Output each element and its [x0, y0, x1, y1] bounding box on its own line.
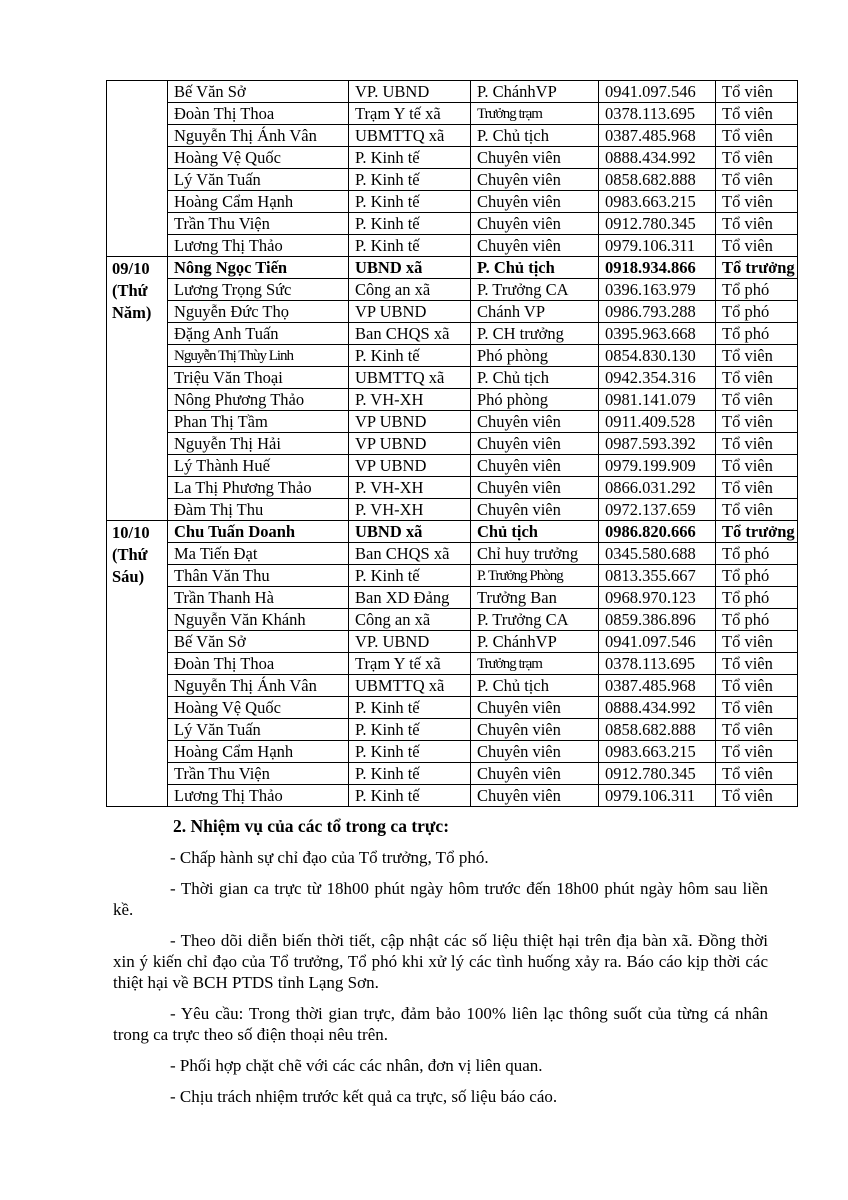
member-role: Tổ viên [716, 81, 798, 103]
member-name: Nguyễn Thị Thùy Linh [168, 345, 349, 367]
roster-row [107, 323, 798, 345]
member-phone: 0345.580.688 [599, 543, 716, 565]
member-unit: P. Kinh tế [349, 719, 471, 741]
member-unit: P. Kinh tế [349, 763, 471, 785]
member-unit: VP. UBND [349, 81, 471, 103]
member-name: Nguyễn Thị Ánh Vân [168, 125, 349, 147]
member-phone: 0918.934.866 [599, 257, 716, 279]
roster-row [107, 653, 798, 675]
member-name: Hoàng Cẩm Hạnh [168, 191, 349, 213]
roster-row [107, 785, 798, 807]
member-position: Phó phòng [471, 345, 599, 367]
member-phone: 0986.820.666 [599, 521, 716, 543]
member-unit: Ban CHQS xã [349, 543, 471, 565]
member-role: Tổ viên [716, 367, 798, 389]
member-unit: UBND xã [349, 257, 471, 279]
member-name: Trần Thu Viện [168, 763, 349, 785]
member-position: P. Chủ tịch [471, 367, 599, 389]
roster-row [107, 125, 798, 147]
member-name: La Thị Phương Thảo [168, 477, 349, 499]
member-phone: 0378.113.695 [599, 653, 716, 675]
member-position: Trưởng trạm [471, 653, 599, 675]
member-unit: Trạm Y tế xã [349, 103, 471, 125]
member-name: Đoàn Thị Thoa [168, 103, 349, 125]
member-name: Trần Thanh Hà [168, 587, 349, 609]
roster-row [107, 301, 798, 323]
member-phone: 0972.137.659 [599, 499, 716, 521]
member-phone: 0888.434.992 [599, 147, 716, 169]
member-phone: 0888.434.992 [599, 697, 716, 719]
member-position: Chuyên viên [471, 433, 599, 455]
member-position: Chuyên viên [471, 169, 599, 191]
roster-row [107, 543, 798, 565]
roster-row [107, 675, 798, 697]
member-position: Chủ tịch [471, 521, 599, 543]
member-role: Tổ phó [716, 609, 798, 631]
member-name: Nguyễn Thị Hải [168, 433, 349, 455]
roster-row [107, 367, 798, 389]
member-role: Tổ viên [716, 125, 798, 147]
member-name: Phan Thị Tầm [168, 411, 349, 433]
roster-row [107, 477, 798, 499]
member-name: Lương Trọng Sức [168, 279, 349, 301]
member-position: P. CH trưởng [471, 323, 599, 345]
member-role: Tổ viên [716, 345, 798, 367]
member-name: Hoàng Vệ Quốc [168, 147, 349, 169]
member-position: P. Chủ tịch [471, 257, 599, 279]
member-position: Chuyên viên [471, 719, 599, 741]
member-name: Nguyễn Thị Ánh Vân [168, 675, 349, 697]
member-position: Chuyên viên [471, 213, 599, 235]
member-unit: P. Kinh tế [349, 741, 471, 763]
member-position: P. ChánhVP [471, 81, 599, 103]
member-unit: VP UBND [349, 455, 471, 477]
member-role: Tổ viên [716, 697, 798, 719]
member-position: Phó phòng [471, 389, 599, 411]
member-name: Bế Văn Sở [168, 81, 349, 103]
roster-row [107, 169, 798, 191]
member-phone: 0378.113.695 [599, 103, 716, 125]
member-position: Chuyên viên [471, 741, 599, 763]
member-phone: 0981.141.079 [599, 389, 716, 411]
member-position: P. Trưởng CA [471, 609, 599, 631]
member-phone: 0987.593.392 [599, 433, 716, 455]
member-unit: VP. UBND [349, 631, 471, 653]
member-name: Ma Tiến Đạt [168, 543, 349, 565]
member-role: Tổ viên [716, 653, 798, 675]
member-role: Tổ viên [716, 763, 798, 785]
member-role: Tổ phó [716, 565, 798, 587]
member-unit: P. Kinh tế [349, 147, 471, 169]
roster-row [107, 609, 798, 631]
member-role: Tổ viên [716, 675, 798, 697]
member-position: Chuyên viên [471, 191, 599, 213]
member-name: Nông Phương Thảo [168, 389, 349, 411]
member-unit: P. VH-XH [349, 499, 471, 521]
member-name: Bế Văn Sở [168, 631, 349, 653]
member-name: Đoàn Thị Thoa [168, 653, 349, 675]
roster-row [107, 345, 798, 367]
member-name: Lương Thị Thảo [168, 785, 349, 807]
member-unit: P. Kinh tế [349, 345, 471, 367]
member-phone: 0387.485.968 [599, 125, 716, 147]
member-unit: Công an xã [349, 609, 471, 631]
member-position: P. Trưởng CA [471, 279, 599, 301]
member-phone: 0859.386.896 [599, 609, 716, 631]
member-name: Chu Tuấn Doanh [168, 521, 349, 543]
member-unit: Ban CHQS xã [349, 323, 471, 345]
member-position: P. Chủ tịch [471, 125, 599, 147]
member-unit: P. VH-XH [349, 477, 471, 499]
member-phone: 0983.663.215 [599, 191, 716, 213]
member-position: P. ChánhVP [471, 631, 599, 653]
roster-row [107, 587, 798, 609]
roster-row [107, 235, 798, 257]
member-name: Nguyễn Văn Khánh [168, 609, 349, 631]
member-unit: Ban XD Đảng [349, 587, 471, 609]
duties-heading: 2. Nhiệm vụ của các tổ trong ca trực: [173, 816, 450, 836]
roster-row [107, 147, 798, 169]
member-position: Chuyên viên [471, 499, 599, 521]
day-cell [107, 81, 168, 257]
member-unit: P. Kinh tế [349, 191, 471, 213]
member-unit: UBMTTQ xã [349, 367, 471, 389]
member-phone: 0396.163.979 [599, 279, 716, 301]
member-unit: UBMTTQ xã [349, 675, 471, 697]
member-role: Tổ viên [716, 103, 798, 125]
roster-row [107, 411, 798, 433]
member-role: Tổ viên [716, 147, 798, 169]
roster-row [107, 697, 798, 719]
roster-row [107, 499, 798, 521]
duty-roster-table [106, 80, 798, 807]
roster-body [107, 81, 798, 807]
roster-row [107, 631, 798, 653]
member-unit: VP UBND [349, 411, 471, 433]
member-phone: 0941.097.546 [599, 81, 716, 103]
member-position: Chuyên viên [471, 697, 599, 719]
member-name: Hoàng Vệ Quốc [168, 697, 349, 719]
roster-row [107, 521, 798, 543]
member-unit: P. Kinh tế [349, 565, 471, 587]
member-name: Lý Thành Huế [168, 455, 349, 477]
member-role: Tổ viên [716, 389, 798, 411]
member-position: Chuyên viên [471, 411, 599, 433]
member-unit: P. VH-XH [349, 389, 471, 411]
roster-row [107, 565, 798, 587]
member-phone: 0979.199.909 [599, 455, 716, 477]
member-unit: UBND xã [349, 521, 471, 543]
member-name: Triệu Văn Thoại [168, 367, 349, 389]
member-unit: P. Kinh tế [349, 235, 471, 257]
roster-row [107, 389, 798, 411]
member-position: Chánh VP [471, 301, 599, 323]
member-unit: Trạm Y tế xã [349, 653, 471, 675]
member-phone: 0979.106.311 [599, 235, 716, 257]
member-role: Tổ viên [716, 477, 798, 499]
member-role: Tổ viên [716, 719, 798, 741]
duty-item: - Theo dõi diễn biến thời tiết, cập nhật các số liệu thiệt hại trên địa bàn xã. Đồng thời xin ý kiến chỉ đạo của Tổ trưởng, Tổ phó khi xử lý các tình huống xảy ra. Báo cáo kịp thời các thiệt hại về BCH PTDS tỉnh Lạng Sơn. [113, 931, 768, 992]
roster-row [107, 763, 798, 785]
member-unit: P. Kinh tế [349, 169, 471, 191]
member-unit: P. Kinh tế [349, 785, 471, 807]
roster-row [107, 433, 798, 455]
member-unit: P. Kinh tế [349, 213, 471, 235]
duty-item: - Chịu trách nhiệm trước kết quả ca trực, số liệu báo cáo. [170, 1087, 558, 1106]
member-role: Tổ viên [716, 411, 798, 433]
member-name: Lương Thị Thảo [168, 235, 349, 257]
member-phone: 0912.780.345 [599, 763, 716, 785]
member-phone: 0942.354.316 [599, 367, 716, 389]
member-phone: 0858.682.888 [599, 169, 716, 191]
member-unit: Công an xã [349, 279, 471, 301]
roster-row [107, 103, 798, 125]
member-role: Tổ viên [716, 631, 798, 653]
member-phone: 0912.780.345 [599, 213, 716, 235]
member-role: Tổ viên [716, 455, 798, 477]
member-position: P. Trưởng Phòng [471, 565, 599, 587]
roster-row [107, 455, 798, 477]
member-phone: 0858.682.888 [599, 719, 716, 741]
member-role: Tổ viên [716, 191, 798, 213]
member-position: Chuyên viên [471, 455, 599, 477]
member-phone: 0387.485.968 [599, 675, 716, 697]
member-position: Trưởng trạm [471, 103, 599, 125]
member-position: Chuyên viên [471, 763, 599, 785]
member-name: Nguyễn Đức Thọ [168, 301, 349, 323]
member-position: Chuyên viên [471, 235, 599, 257]
member-name: Lý Văn Tuấn [168, 719, 349, 741]
member-name: Thân Văn Thu [168, 565, 349, 587]
member-unit: UBMTTQ xã [349, 125, 471, 147]
member-name: Nông Ngọc Tiến [168, 257, 349, 279]
member-phone: 0813.355.667 [599, 565, 716, 587]
member-position: Chuyên viên [471, 147, 599, 169]
member-role: Tổ trưởng [716, 521, 798, 543]
member-role: Tổ phó [716, 587, 798, 609]
member-role: Tổ phó [716, 323, 798, 345]
member-role: Tổ viên [716, 785, 798, 807]
member-unit: VP UBND [349, 301, 471, 323]
member-position: Chuyên viên [471, 785, 599, 807]
member-phone: 0983.663.215 [599, 741, 716, 763]
member-name: Đặng Anh Tuấn [168, 323, 349, 345]
member-role: Tổ trưởng [716, 257, 798, 279]
duty-item: - Phối hợp chặt chẽ với các các nhân, đơn vị liên quan. [170, 1056, 543, 1075]
member-position: Chỉ huy trưởng [471, 543, 599, 565]
member-role: Tổ viên [716, 235, 798, 257]
member-role: Tổ phó [716, 301, 798, 323]
member-phone: 0979.106.311 [599, 785, 716, 807]
roster-row [107, 213, 798, 235]
duty-item: - Thời gian ca trực từ 18h00 phút ngày hôm trước đến 18h00 phút ngày hôm sau liền kề. [113, 879, 768, 919]
member-unit: VP UBND [349, 433, 471, 455]
member-name: Đàm Thị Thu [168, 499, 349, 521]
roster-row [107, 279, 798, 301]
member-name: Trần Thu Viện [168, 213, 349, 235]
member-unit: P. Kinh tế [349, 697, 471, 719]
duty-item: - Chấp hành sự chỉ đạo của Tổ trưởng, Tổ phó. [170, 848, 489, 867]
member-role: Tổ viên [716, 213, 798, 235]
member-position: Chuyên viên [471, 477, 599, 499]
member-phone: 0968.970.123 [599, 587, 716, 609]
day-cell: 09/10 (Thứ Năm) [107, 257, 168, 521]
day-cell: 10/10 (Thứ Sáu) [107, 521, 168, 807]
member-role: Tổ phó [716, 543, 798, 565]
duties-section [113, 816, 768, 1117]
member-position: P. Chủ tịch [471, 675, 599, 697]
member-role: Tổ viên [716, 169, 798, 191]
member-phone: 0866.031.292 [599, 477, 716, 499]
member-name: Lý Văn Tuấn [168, 169, 349, 191]
roster-row [107, 741, 798, 763]
member-phone: 0395.963.668 [599, 323, 716, 345]
member-position: Trưởng Ban [471, 587, 599, 609]
duty-item: - Yêu cầu: Trong thời gian trực, đảm bảo 100% liên lạc thông suốt của từng cá nhân trong ca trực theo số điện thoại nêu trên. [113, 1004, 768, 1044]
member-phone: 0911.409.528 [599, 411, 716, 433]
member-name: Hoàng Cẩm Hạnh [168, 741, 349, 763]
member-role: Tổ viên [716, 741, 798, 763]
member-role: Tổ viên [716, 433, 798, 455]
roster-row [107, 191, 798, 213]
roster-row [107, 81, 798, 103]
member-role: Tổ phó [716, 279, 798, 301]
roster-row [107, 257, 798, 279]
member-phone: 0986.793.288 [599, 301, 716, 323]
roster-row [107, 719, 798, 741]
member-phone: 0941.097.546 [599, 631, 716, 653]
member-phone: 0854.830.130 [599, 345, 716, 367]
member-role: Tổ viên [716, 499, 798, 521]
